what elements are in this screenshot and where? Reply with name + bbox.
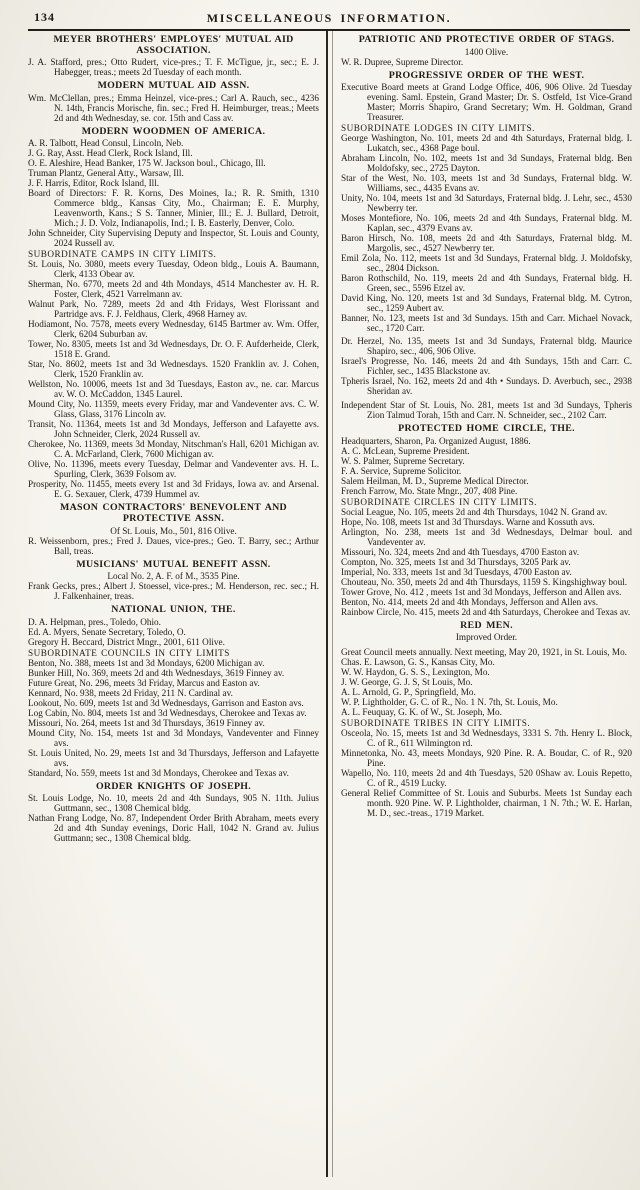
section-subtitle: Improved Order. bbox=[455, 632, 518, 643]
directory-entry: Nathan Frang Lodge, No. 87, Independent Order Brith Abraham, meets every 2d and 4th Sunday evenings, Doric Hall, 1042 N. Grand av. Julius Guttmann; sec., 1308 Chemical bldg. bbox=[28, 813, 319, 844]
page-number: 134 bbox=[34, 10, 55, 24]
section-heading: MASON CONTRACTORS' BENEVOLENT AND PROTECTIVE ASSN. bbox=[59, 502, 287, 524]
subsection-heading: SUBORDINATE CAMPS IN CITY LIMITS. bbox=[28, 249, 217, 260]
directory-entry: Dr. Herzel, No. 135, meets 1st and 3d Sundays, Fraternal bldg. Maurice Shapiro, sec., 406, 906 Olive. bbox=[341, 336, 632, 357]
left-column bbox=[28, 31, 326, 1177]
directory-page bbox=[0, 8, 640, 1190]
directory-entry: Baron Hirsch, No. 108, meets 2d and 4th Saturdays, Fraternal bldg. M. Margolis, sec., 4527 Newberry ter. bbox=[341, 233, 632, 254]
directory-entry: Social League, No. 105, meets 2d and 4th Thursdays, 1042 N. Grand av. bbox=[341, 506, 608, 517]
directory-entry: Great Council meets annually. Next meeting, May 20, 1921, in St. Louis, Mo. bbox=[341, 647, 627, 658]
directory-entry: Benton, No. 388, meets 1st and 3d Mondays, 6200 Michigan av. bbox=[28, 657, 265, 668]
directory-entry: Missouri, No. 264, meets 1st and 3d Thursdays, 3619 Finney av. bbox=[28, 717, 265, 728]
directory-entry: Wellston, No. 10006, meets 1st and 3d Tuesdays, Easton av., ne. car. Marcus av. W. O. McCaddon, 1345 Laurel. bbox=[28, 379, 319, 400]
section-heading: PATRIOTIC AND PROTECTIVE ORDER OF STAGS. bbox=[358, 34, 615, 45]
two-column-body bbox=[28, 31, 632, 1177]
directory-entry: Tower, No. 8305, meets 1st and 3d Wednesdays, Dr. O. F. Aufderheide, Clerk, 1518 E. Grand. bbox=[28, 339, 319, 360]
directory-entry: D. A. Helpman, pres., Toledo, Ohio. bbox=[28, 616, 161, 627]
directory-entry: Executive Board meets at Grand Lodge Office, 406, 906 Olive. 2d Tuesday evening. Saml. Epstein, Grand Master; Dr. S. Ostfeld, 1st Vice-Grand Master; Morris Shapiro, Grand Secretary; Wm. H. Goldman, Grand Treasurer. bbox=[341, 82, 632, 123]
section-heading: NATIONAL UNION, THE. bbox=[111, 604, 236, 616]
directory-entry: St. Louis, No. 3080, meets every Tuesday, Odeon bldg., Louis A. Baumann, Clerk, 4133 Obear av. bbox=[28, 259, 319, 280]
directory-entry: Mound City, No. 154, meets 1st and 3d Mondays, Vandeventer and Finney avs. bbox=[28, 727, 319, 748]
directory-entry: Walnut Park, No. 7289, meets 2d and 4th Fridays, West Florissant and Partridge avs. F. J. Feldhaus, Clerk, 4968 Harney av. bbox=[28, 299, 319, 320]
directory-entry: Rainbow Circle, No. 415, meets 2d and 4th Saturdays, Cherokee and Texas av. bbox=[341, 606, 631, 617]
directory-entry: W. S. Palmer, Supreme Secretary. bbox=[341, 455, 465, 466]
directory-entry: A. L. Arnold, G. P., Springfield, Mo. bbox=[341, 687, 476, 698]
directory-entry: Gregory H. Beccard, District Mngr., 2001, 611 Olive. bbox=[28, 636, 225, 647]
directory-entry: Bunker Hill, No. 369, meets 2d and 4th Wednesdays, 3619 Finney av. bbox=[28, 667, 285, 678]
section-subtitle: Of St. Louis, Mo., 501, 816 Olive. bbox=[110, 525, 237, 536]
directory-entry: W. W. Haydon, G. S. S., Lexington, Mo. bbox=[341, 667, 490, 678]
right-column bbox=[333, 31, 632, 1177]
directory-entry: St. Louis United, No. 29, meets 1st and 3d Thursdays, Jefferson and Lafayette avs. bbox=[28, 747, 319, 768]
directory-entry: Wm. McClellan, pres.; Emma Heinzel, vice-pres.; Carl A. Rauch, sec., 4236 N. 14th, Francis Morische, fin. sec.; Fred H. Heimburger, treas.; Meets 2d and 4th Wednesday, se. cor. 15th and Cass av. bbox=[28, 92, 319, 123]
directory-entry: O. E. Aleshire, Head Banker, 175 W. Jackson boul., Chicago, Ill. bbox=[28, 158, 266, 169]
section-heading: MODERN WOODMEN OF AMERICA. bbox=[81, 125, 266, 137]
directory-entry: Banner, No. 123, meets 1st and 3d Sundays. 15th and Carr. Michael Novack, sec., 1720 Carr. bbox=[341, 313, 632, 334]
directory-entry: Independent Star of St. Louis, No. 281, meets 1st and 3d Sundays, Tpheris Zion Talmud Torah, 15th and Carr. N. Schneider, sec., 2102 Carr. bbox=[341, 400, 632, 421]
directory-entry: Osceola, No. 15, meets 1st and 3d Wednesdays, 3331 S. 7th. Henry L. Block, C. of R., 611 Wilmington rd. bbox=[341, 728, 632, 749]
directory-entry: Transit, No. 11364, meets 1st and 3d Mondays, Jefferson and Lafayette avs. John Schneider, Clerk, 2024 Russell av. bbox=[28, 419, 319, 440]
directory-entry: Truman Plantz, General Atty., Warsaw, Ill. bbox=[28, 168, 184, 179]
directory-entry: Cherokee, No. 11369, meets 3d Monday, Nitschman's Hall, 6201 Michigan av. C. A. McFarland, Clerk, 7600 Michigan av. bbox=[28, 439, 319, 460]
section-subtitle: 1400 Olive. bbox=[464, 46, 509, 57]
directory-entry: Star, No. 8602, meets 1st and 3d Wednesdays. 1520 Franklin av. J. Cohen, Clerk, 1520 Franklin av. bbox=[28, 359, 319, 380]
directory-entry: Log Cabin, No. 804, meets 1st and 3d Wednesdays, Cherokee and Texas av. bbox=[28, 707, 307, 718]
directory-entry: Lookout, No. 609, meets 1st and 3d Wednesdays, Garrison and Easton avs. bbox=[28, 697, 304, 708]
subsection-heading: SUBORDINATE CIRCLES IN CITY LIMITS. bbox=[341, 496, 537, 507]
directory-entry: A. R. Talbott, Head Consul, Lincoln, Neb. bbox=[28, 138, 184, 149]
directory-entry: Star of the West, No. 103, meets 1st and 3d Sundays, Fraternal bldg. W. Williams, sec., 4435 Evans av. bbox=[341, 173, 632, 194]
directory-entry: Imperial, No. 333, meets 1st and 3d Tuesdays, 4700 Easton av. bbox=[341, 566, 572, 577]
directory-entry: Compton, No. 325, meets 1st and 3d Thursdays, 3205 Park av. bbox=[341, 556, 571, 567]
directory-entry: Tpheris Israel, No. 162, meets 2d and 4th • Sundays. D. Averbuch, sec., 2938 Sheridan av. bbox=[341, 376, 632, 397]
section-heading: MUSICIANS' MUTUAL BENEFIT ASSN. bbox=[76, 558, 271, 570]
directory-entry: George Washington, No. 101, meets 2d and 4th Saturdays, Fraternal bldg. I. Lukatch, sec., 4368 Page boul. bbox=[341, 133, 632, 154]
section-heading: MEYER BROTHERS' EMPLOYES' MUTUAL AID ASSOCIATION. bbox=[53, 34, 294, 56]
directory-entry: J. W. George, G. J. S, St Louis, Mo. bbox=[341, 677, 473, 688]
section-heading: ORDER KNIGHTS OF JOSEPH. bbox=[95, 780, 252, 792]
running-title: MISCELLANEOUS INFORMATION. bbox=[206, 11, 452, 25]
directory-entry: Arlington, No. 238, meets 1st and 3d Wednesdays, Delmar boul. and Vandeventer av. bbox=[341, 526, 632, 547]
directory-entry: A. C. McLean, Supreme President. bbox=[341, 445, 470, 456]
directory-entry: Missouri, No. 324, meets 2nd and 4th Tuesdays, 4700 Easton av. bbox=[341, 546, 580, 557]
directory-entry: Headquarters, Sharon, Pa. Organized August, 1886. bbox=[341, 435, 531, 446]
directory-entry: J. G. Ray, Asst. Head Clerk, Rock Island, Ill. bbox=[28, 148, 193, 159]
directory-entry: French Farrow, Mo. State Mngr., 207, 408 Pine. bbox=[341, 485, 518, 496]
directory-entry: Hodiamont, No. 7578, meets every Wednesday, 6145 Bartmer av. Wm. Offer, Clerk, 6204 Suburban av. bbox=[28, 319, 319, 340]
directory-entry: Emil Zola, No. 112, meets 1st and 3d Sundays, Fraternal bldg. J. Moldofsky, sec., 2804 Dickson. bbox=[341, 253, 632, 274]
directory-entry: John Schneider, City Supervising Deputy and Inspector, St. Louis and County, 2024 Russell av. bbox=[28, 228, 319, 249]
page-header bbox=[28, 8, 630, 31]
directory-entry: Baron Rothschild, No. 119, meets 2d and 4th Sundays, Fraternal bldg. H. Green, sec., 5596 Etzel av. bbox=[341, 273, 632, 294]
section-subtitle: Local No. 2, A. F. of M., 3535 Pine. bbox=[107, 571, 240, 582]
directory-entry: Olive, No. 11396, meets every Tuesday, Delmar and Vandeventer avs. H. L. Spurling, Clerk, 3639 Folsom av. bbox=[28, 459, 319, 480]
directory-entry: Kennard, No. 938, meets 2d Friday, 211 N. Cardinal av. bbox=[28, 687, 233, 698]
directory-entry: Wapello, No. 110, meets 2d and 4th Tuesdays, 520 0Shaw av. Louis Repetto, C. of R., 4519 Lucky. bbox=[341, 768, 632, 789]
directory-entry: J. F. Harris, Editor, Rock Island, Ill. bbox=[28, 178, 160, 189]
directory-entry: Board of Directors: F. R. Korns, Des Moines, Ia.; R. R. Smith, 1310 Commerce bldg., Kansas City, Mo., Chairman; E. E. Murphy, Leavenworth, Kans.; S S. Tanner, Minier, Ill.; E. J. Bullard, Detroit, Mich.; J. D. Volz, Indianapolis, Ind.; I. B. Easterly, Denver, Colo. bbox=[28, 188, 319, 229]
directory-entry: R. Weissenborn, pres.; Fred J. Daues, vice-pres.; Geo. T. Barry, sec.; Arthur Ball, treas. bbox=[28, 535, 319, 556]
section-heading: MODERN MUTUAL AID ASSN. bbox=[97, 80, 250, 92]
subsection-heading: SUBORDINATE TRIBES IN CITY LIMITS. bbox=[341, 718, 531, 729]
directory-entry: St. Louis Lodge, No. 10, meets 2d and 4th Sundays, 905 N. 11th. Julius Guttmann, sec., 1308 Chemical bldg. bbox=[28, 793, 319, 814]
directory-entry: Minnetonka, No. 43, meets Mondays, 920 Pine. R. A. Boudar, C. of R., 920 Pine. bbox=[341, 748, 632, 769]
subsection-heading: SUBORDINATE LODGES IN CITY LIMITS. bbox=[341, 123, 535, 134]
subsection-heading: SUBORDINATE COUNCILS IN CITY LIMITS bbox=[28, 647, 230, 658]
directory-entry: Abraham Lincoln, No. 102, meets 1st and 3d Sundays, Fraternal bldg. Ben Moldofsky, sec., 2725 Dayton. bbox=[341, 153, 632, 174]
directory-entry: W. R. Dupree, Supreme Director. bbox=[341, 56, 464, 67]
directory-entry: Israel's Progresse, No. 146, meets 2d and 4th Sundays, 15th and Carr. C. Fichler, sec., 1435 Blackstone av. bbox=[341, 356, 632, 377]
section-heading: PROGRESSIVE ORDER OF THE WEST. bbox=[388, 69, 585, 81]
directory-entry: Salem Heilman, M. D., Supreme Medical Director. bbox=[341, 475, 529, 486]
directory-entry: Moses Montefiore, No. 106, meets 2d and 4th Sundays, Fraternal bldg. M. Kaplan, sec., 4379 Evans av. bbox=[341, 213, 632, 234]
directory-entry: F. A. Service, Supreme Solicitor. bbox=[341, 465, 462, 476]
directory-entry: Sherman, No. 6770, meets 2d and 4th Mondays, 4514 Manchester av. H. R. Foster, Clerk, 4521 Varrelmann av. bbox=[28, 279, 319, 300]
directory-entry: Standard, No. 559, meets 1st and 3d Mondays, Cherokee and Texas av. bbox=[28, 767, 289, 778]
directory-entry: David King, No. 120, meets 1st and 3d Sundays, Fraternal bldg. M. Cytron, sec., 1259 Aubert av. bbox=[341, 293, 632, 314]
directory-entry: Mound City, No. 11359, meets every Friday, mar and Vandeventer avs. C. W. Glass, Glass, 3176 Lincoln av. bbox=[28, 399, 319, 420]
directory-entry: Chouteau, No. 350, meets 2d and 4th Thursdays, 1159 S. Kingshighway boul. bbox=[341, 576, 628, 587]
directory-entry: Hope, No. 108, meets 1st and 3d Thursdays. Warne and Kossuth avs. bbox=[341, 516, 595, 527]
directory-entry: Chas. E. Lawson, G. S., Kansas City, Mo. bbox=[341, 657, 495, 668]
directory-entry: Frank Gecks, pres.; Albert J. Stoessel, vice-pres.; M. Henderson, rec. sec.; H. J. Falkenhainer, treas. bbox=[28, 581, 319, 602]
directory-entry: General Relief Committee of St. Louis and Suburbs. Meets 1st Sunday each month. 920 Pine. W. P. Lightholder, chairman, 1 N. 7th.; W. E. Harlan, M. D., sec.-treas., 1719 Market. bbox=[341, 788, 632, 819]
column-divider-rule bbox=[326, 31, 333, 1177]
directory-entry: A. L. Feuquay, G. K. of W., St. Joseph, Mo. bbox=[341, 707, 502, 718]
directory-entry: Benton, No. 414, meets 2d and 4th Mondays, Jefferson and Allen avs. bbox=[341, 596, 599, 607]
section-heading: PROTECTED HOME CIRCLE, THE. bbox=[398, 423, 575, 435]
directory-entry: Tower Grove, No. 412 , meets 1st and 3d Mondays, Jefferson and Allen avs. bbox=[341, 586, 622, 597]
directory-entry: Unity, No. 104, meets 1st and 3d Saturdays, Fraternal bldg. J. Lehr, sec., 4530 Newberry ter. bbox=[341, 193, 632, 214]
directory-entry: Future Great, No. 296, meets 3d Friday, Marcus and Easton av. bbox=[28, 677, 260, 688]
directory-entry: W. P. Lightholder, G. C. of R., No. 1 N. 7th, St. Louis, Mo. bbox=[341, 697, 558, 708]
directory-entry: J. A. Stafford, pres.; Otto Rudert, vice-pres.; T. F. McTigue, jr., sec.; E. J. Habegger, treas.; meets 2d Tuesday of each month. bbox=[28, 57, 319, 78]
directory-entry: Ed. A. Myers, Senate Secretary, Toledo, O. bbox=[28, 626, 186, 637]
section-heading: RED MEN. bbox=[460, 619, 513, 631]
directory-entry: Prosperity, No. 11455, meets every 1st and 3d Fridays, Iowa av. and Arsenal. E. G. Sexauer, Clerk, 4739 Hummel av. bbox=[28, 479, 319, 500]
